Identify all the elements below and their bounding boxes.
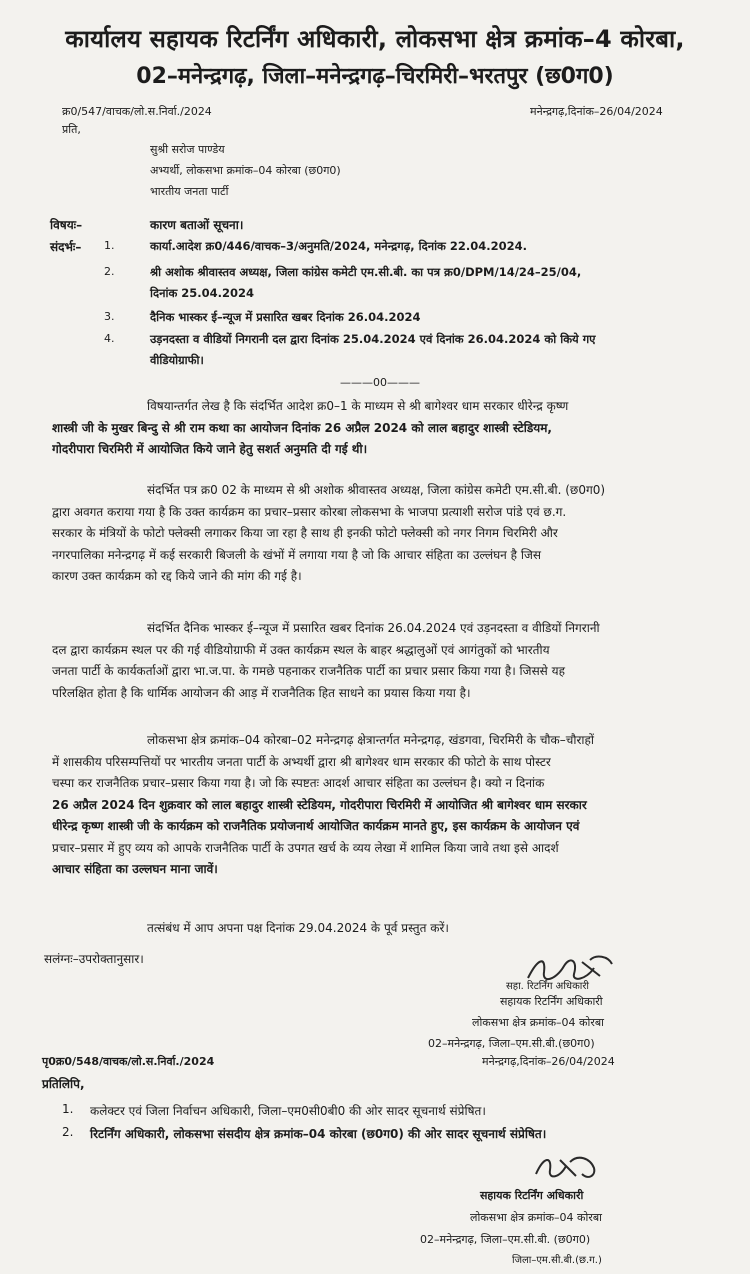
reference-number: 3. bbox=[104, 310, 115, 323]
reference-text: दैनिक भास्कर ई–न्यूज में प्रसारित खबर दिनांक 26.04.2024 bbox=[150, 310, 421, 324]
signature-mark bbox=[530, 1150, 610, 1186]
reference-text: दिनांक 25.04.2024 bbox=[150, 286, 255, 300]
reference-number: 1. bbox=[104, 239, 115, 252]
subject-text: कारण बताओं सूचना। bbox=[150, 218, 244, 232]
paragraph-line: शास्त्री जी के मुखर बिन्दु से श्री राम कथा का आयोजन दिनांक 26 अप्रैल 2024 को लाल बहादुर शास्त्री स्टेडियम, bbox=[52, 420, 552, 435]
copy-item-text: रिटर्निंग अधिकारी, लोकसभा संसदीय क्षेत्र क्रमांक–04 कोरबा (छ0ग0) की ओर सादर सूचनार्थ संप्रेषित। bbox=[90, 1127, 547, 1141]
section-divider: ———00——— bbox=[340, 376, 420, 389]
letter-date: मनेन्द्रगढ़,दिनांक–26/04/2024 bbox=[530, 105, 663, 118]
copy-label: प्रतिलिपि, bbox=[42, 1077, 85, 1091]
paragraph-line: चस्पा कर राजनैतिक प्रचार–प्रसार किया गया है। जो कि स्पष्टतः आदर्श आचार संहिता का उल्लंघन है। क्यो न दिनांक bbox=[52, 776, 545, 790]
paragraph-line: गोदरीपारा चिरमिरी में आयोजित किये जाने हेतु सशर्त अनुमति दी गई थी। bbox=[52, 442, 368, 456]
reference-text: कार्या.आदेश क्र0/446/वाचक–3/अनुमति/2024, मनेन्द्रगढ़, दिनांक 22.04.2024. bbox=[150, 239, 528, 253]
addressee-name: सुश्री सरोज पाण्डेय bbox=[150, 143, 225, 156]
paragraph-line: में शासकीय परिसम्पत्तियों पर भारतीय जनता पार्टी के अभ्यर्थी द्वारा श्री बागेश्वर धाम सरकार की फोटो के साथ पोस्टर bbox=[52, 754, 551, 769]
addressee-party: भारतीय जनता पार्टी bbox=[150, 185, 229, 198]
signature-designation: सहायक रिटर्निंग अधिकारी bbox=[500, 995, 603, 1008]
subject-label: विषयः– bbox=[50, 218, 83, 232]
paragraph-line: द्वारा अवगत कराया गया है कि उक्त कार्यक्रम का प्रचार–प्रसार कोरबा लोकसभा के भाजपा प्रत्याशी सरोज पांडे एवं छ.ग. bbox=[52, 504, 567, 519]
signature-constituency: लोकसभा क्षेत्र क्रमांक–04 कोरबा bbox=[470, 1211, 602, 1224]
paragraph-line: दल द्वारा कार्यक्रम स्थल पर की गई वीडियोग्राफी में उक्त कार्यक्रम स्थल के बाहर श्रद्धालुओं एवं आगंतुकों को भारतीय bbox=[52, 642, 550, 657]
signature-stamp-line: सहा. रिटर्निंग अधिकारी bbox=[506, 981, 590, 992]
copy-date: मनेन्द्रगढ़,दिनांक–26/04/2024 bbox=[482, 1055, 615, 1068]
reference-text: वीडियोग्राफी। bbox=[150, 353, 204, 367]
signature-constituency: लोकसभा क्षेत्र क्रमांक–04 कोरबा bbox=[472, 1016, 604, 1029]
paragraph-line: धीरेन्द्र कृष्ण शास्त्री जी के कार्यक्रम को राजनैतिक प्रयोजनार्थ आयोजित कार्यक्रम मानते हुए, इस कार्यक्रम के आयोजन एवं bbox=[52, 819, 580, 833]
copy-item-text: कलेक्टर एवं जिला निर्वाचन अधिकारी, जिला–एम0सी0बी0 की ओर सादर सूचनार्थ संप्रेषित। bbox=[90, 1104, 486, 1118]
copy-reference-number: पृ0क्र0/548/वाचक/लो.स.निर्वा./2024 bbox=[42, 1055, 215, 1068]
paragraph-line: नगरपालिका मनेन्द्रगढ़ में कई सरकारी बिजली के खंभों में लगाया गया है जो कि आचार संहिता का उल्लंघन है जिस bbox=[52, 547, 541, 562]
paragraph-line: जनता पार्टी के कार्यकर्ताओं द्वारा भा.ज.पा. के गमछे पहनाकर राजनैतिक पार्टी का प्रचार प्रसार किया गया है। जिससे यह bbox=[52, 664, 565, 678]
body-paragraph bbox=[52, 618, 692, 704]
reference-text: श्री अशोक श्रीवास्तव अध्यक्ष, जिला कांग्रेस कमेटी एम.सी.बी. का पत्र क्र0/DPM/14/24–25/04, bbox=[150, 265, 582, 279]
paragraph-line: परिलक्षित होता है कि धार्मिक आयोजन की आड़ में राजनैतिक हित साधने का प्रयास किया गया है। bbox=[52, 685, 471, 700]
reference-number: 4. bbox=[104, 332, 115, 345]
signature-designation: सहायक रिटर्निंग अधिकारी bbox=[480, 1189, 584, 1202]
body-paragraph bbox=[52, 480, 692, 588]
copy-item-number: 1. bbox=[62, 1102, 74, 1116]
office-header-line1: कार्यालय सहायक रिटर्निंग अधिकारी, लोकसभा क्षेत्र क्रमांक–4 कोरबा, bbox=[65, 25, 685, 53]
paragraph-line: सरकार के मंत्रियों के फोटो फ्लेक्सी लगाकर किया जा रहा है साथ ही इनकी फोटो फ्लेक्सी को नगर निगम चिरमिरी और bbox=[52, 526, 558, 540]
signature-location: 02–मनेन्द्रगढ़, जिला–एम.सी.बी.(छ0ग0) bbox=[428, 1037, 595, 1050]
copy-item-number: 2. bbox=[62, 1125, 74, 1139]
paragraph-line: लोकसभा क्षेत्र क्रमांक–04 कोरबा–02 मनेन्द्रगढ़ क्षेत्रान्तर्गत मनेन्द्रगढ़, खंडगवा, चिरमिरी के चौक–चौराहों bbox=[147, 733, 594, 747]
body-paragraph bbox=[52, 918, 692, 940]
body-paragraph bbox=[52, 396, 692, 461]
paragraph-line: आचार संहिता का उल्लघन माना जावें। bbox=[52, 862, 218, 876]
reference-text: उड़नदस्ता व वीडियों निगरानी दल द्वारा दिनांक 25.04.2024 एवं दिनांक 26.04.2024 को किये गए bbox=[150, 332, 596, 346]
body-paragraph bbox=[52, 730, 692, 881]
paragraph-line: तत्संबंध में आप अपना पक्ष दिनांक 29.04.2024 के पूर्व प्रस्तुत करें। bbox=[147, 921, 449, 935]
signature-location: 02–मनेन्द्रगढ़, जिला–एम.सी.बी. (छ0ग0) bbox=[420, 1233, 591, 1246]
paragraph-line: संदर्भित पत्र क्र0 02 के माध्यम से श्री अशोक श्रीवास्तव अध्यक्ष, जिला कांग्रेस कमेटी एम.सी.बी. (छ0ग0) bbox=[147, 483, 606, 497]
addressee-designation: अभ्यर्थी, लोकसभा क्रमांक–04 कोरबा (छ0ग0) bbox=[150, 164, 341, 177]
paragraph-line: 26 अप्रैल 2024 दिन शुक्रवार को लाल बहादुर शास्त्री स्टेडियम, गोदरीपारा चिरमिरी में आयोजित श्री बागेश्वर धाम सरकार bbox=[52, 797, 587, 812]
signature-stamp-line: जिला–एम.सी.बी.(छ.ग.) bbox=[512, 1255, 602, 1266]
paragraph-line: संदर्भित दैनिक भास्कर ई–न्यूज में प्रसारित खबर दिनांक 26.04.2024 एवं उड़नदस्ता व वीडियों निगरानी bbox=[147, 621, 600, 635]
reference-label: संदर्भः– bbox=[50, 240, 82, 254]
addressee-label: प्रति, bbox=[62, 123, 81, 136]
enclosure-note: सलंग्नः–उपरोक्तानुसार। bbox=[44, 952, 144, 966]
reference-number: 2. bbox=[104, 265, 115, 278]
office-header-line2: 02–मनेन्द्रगढ़, जिला–मनेन्द्रगढ़–चिरमिरी–भरतपुर (छ0ग0) bbox=[136, 64, 614, 89]
letter-reference-number: क्र0/547/वाचक/लो.स.निर्वा./2024 bbox=[62, 105, 212, 118]
paragraph-line: कारण उक्त कार्यक्रम को रद्द किये जाने की मांग की गई है। bbox=[52, 569, 302, 583]
paragraph-line: प्रचार–प्रसार में हुए व्यय को आपके राजनैतिक पार्टी के उपगत खर्च के व्यय लेखा में शामिल किया जावे तथा इसे आदर्श bbox=[52, 840, 559, 855]
paragraph-line: विषयान्तर्गत लेख है कि संदर्भित आदेश क्र0–1 के माध्यम से श्री बागेश्वर धाम सरकार धीरेन्द्र कृष्ण bbox=[147, 399, 569, 413]
